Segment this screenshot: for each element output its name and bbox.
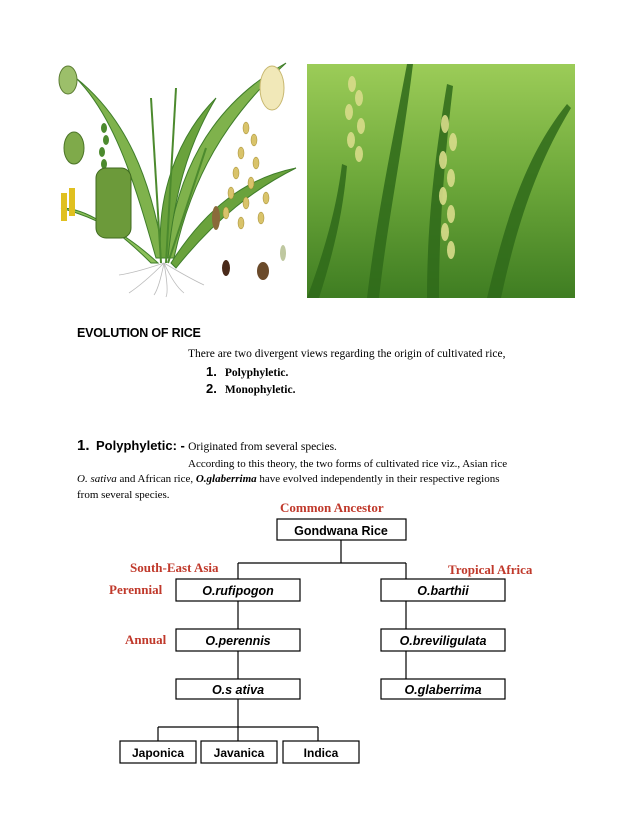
rice-field-photo bbox=[307, 64, 575, 298]
section-title bbox=[77, 437, 337, 454]
node-left-3: O.s ativa bbox=[211, 683, 265, 697]
node-right-2: O.breviligulata bbox=[399, 634, 487, 648]
left-region-label: South-East Asia bbox=[130, 560, 219, 575]
list-label: Polyphyletic. bbox=[224, 367, 289, 379]
species-name: O. sativa bbox=[77, 473, 117, 485]
species-name: O.glaberrima bbox=[195, 473, 257, 485]
list-item bbox=[206, 364, 288, 379]
paragraph-line: O. sativa and African rice, O.glaberrima have evolved independently in their respective regions bbox=[77, 473, 500, 485]
node-left-1: O.rufipogon bbox=[202, 584, 274, 598]
section-number: 1. bbox=[77, 437, 90, 454]
annual-label: Annual bbox=[125, 632, 167, 647]
node-right-3: O.glaberrima bbox=[404, 683, 482, 697]
node-right-1: O.barthii bbox=[417, 584, 469, 598]
common-ancestor-label: Common Ancestor bbox=[280, 500, 384, 515]
list-number: 1. bbox=[206, 364, 217, 379]
section-title-text: Polyphyletic: - bbox=[96, 438, 185, 453]
perennial-label: Perennial bbox=[109, 582, 163, 597]
node-left-2: O.perennis bbox=[205, 634, 271, 648]
leaf-node-2: Javanica bbox=[213, 746, 265, 760]
section-heading: EVOLUTION OF RICE bbox=[77, 326, 201, 340]
list-label: Monophyletic. bbox=[224, 384, 296, 396]
right-region-label: Tropical Africa bbox=[448, 562, 533, 577]
section-desc: Originated from several species. bbox=[188, 441, 337, 453]
leaf-node-1: Japonica bbox=[131, 746, 185, 760]
rice-plant-illustration bbox=[56, 58, 302, 298]
evolution-tree-diagram bbox=[100, 495, 560, 775]
intro-text: There are two divergent views regarding the origin of cultivated rice, bbox=[188, 348, 506, 360]
root-node: Gondwana Rice bbox=[294, 524, 388, 538]
list-number: 2. bbox=[206, 381, 217, 396]
leaf-node-3: Indica bbox=[303, 746, 339, 760]
list-item bbox=[206, 381, 295, 396]
paragraph-line: According to this theory, the two forms of cultivated rice viz., Asian rice bbox=[188, 458, 508, 470]
paragraph-line: from several species. bbox=[77, 489, 170, 501]
